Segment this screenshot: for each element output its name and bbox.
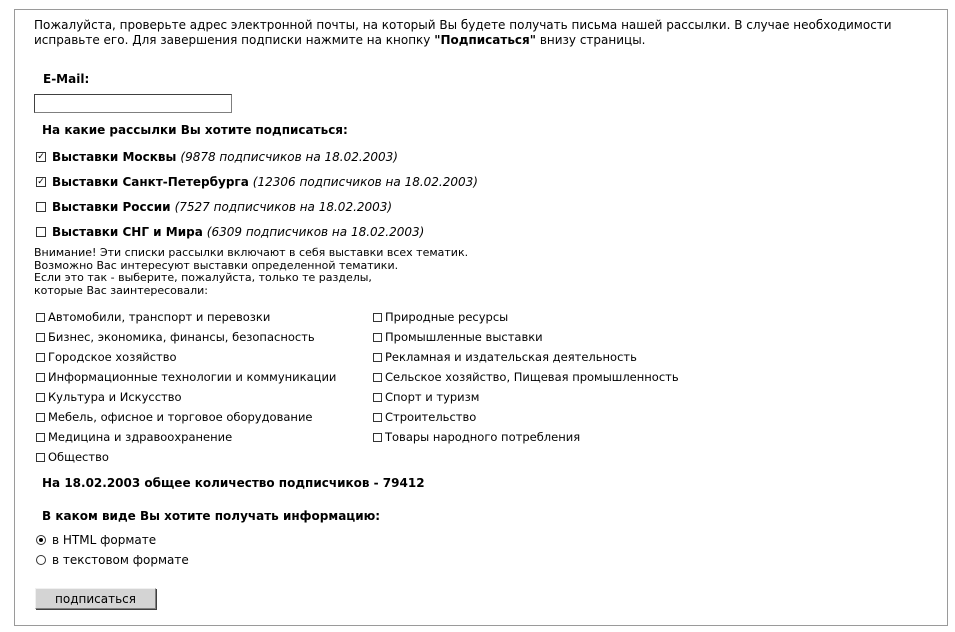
topic-item[interactable]: Промышленные выставки [373,330,543,344]
topic-item[interactable]: Медицина и здравоохранение [36,430,232,444]
checkbox-icon[interactable] [36,333,45,342]
checkbox-icon[interactable] [373,373,382,382]
intro-button-reference: "Подписаться" [434,33,536,47]
checkbox-icon[interactable] [36,393,45,402]
checkbox-icon[interactable] [36,227,46,237]
checkbox-icon[interactable] [36,353,45,362]
checkbox-checked-icon[interactable]: ✓ [37,151,45,162]
topic-item[interactable]: Товары народного потребления [373,430,580,444]
checkbox-icon[interactable] [373,413,382,422]
checkbox-icon[interactable] [373,333,382,342]
format-option-text[interactable]: в текстовом формате [36,553,189,567]
topic-item[interactable]: Рекламная и издательская деятельность [373,350,637,364]
topic-item[interactable]: Строительство [373,410,476,424]
intro-text: Пожалуйста, проверьте адрес электронной почты, на который Вы будете получать письма нашей рассылки. В случае необходимости исправьте его. Для завершения подписки нажмите на кнопку "Подписаться" внизу страницы. [34,18,892,47]
checkbox-icon[interactable] [36,313,45,322]
subscription-panel [14,9,948,626]
checkbox-icon[interactable] [36,453,45,462]
checkbox-icon[interactable] [36,373,45,382]
checkbox-icon[interactable] [36,413,45,422]
email-label: E-Mail: [43,72,90,86]
list-item-cis-world[interactable]: Выставки СНГ и Мира (6309 подписчиков на 18.02.2003) [36,225,424,239]
topic-item[interactable]: Информационные технологии и коммуникации [36,370,336,384]
topic-item[interactable]: Природные ресурсы [373,310,508,324]
checkbox-icon[interactable] [373,313,382,322]
subscribe-button[interactable]: подписаться [35,588,156,609]
checkbox-icon[interactable] [373,433,382,442]
topic-item[interactable]: Городское хозяйство [36,350,177,364]
topic-item[interactable]: Общество [36,450,109,464]
list-item-spb[interactable]: ✓ Выставки Санкт-Петербурга (12306 подписчиков на 18.02.2003) [37,175,478,189]
format-option-html[interactable]: в HTML формате [36,533,156,547]
topic-item[interactable]: Автомобили, транспорт и перевозки [36,310,270,324]
email-input[interactable] [34,94,232,113]
topic-item[interactable]: Спорт и туризм [373,390,479,404]
radio-selected-icon[interactable] [36,535,46,545]
format-title: В каком виде Вы хотите получать информацию: [42,509,381,523]
checkbox-icon[interactable] [36,433,45,442]
topic-item[interactable]: Сельское хозяйство, Пищевая промышленность [373,370,679,384]
list-item-russia[interactable]: Выставки России (7527 подписчиков на 18.02.2003) [36,200,392,214]
checkbox-icon[interactable] [36,202,46,212]
radio-icon[interactable] [36,555,46,565]
notice-text: Внимание! Эти списки рассылки включают в себя выставки всех тематик. Возможно Вас интересуют выставки определенной тематики. Если это так - выберите, пожалуйста, только те разделы, которые Вас заинтересовали: [34,246,469,297]
list-item-moscow[interactable]: ✓ Выставки Москвы (9878 подписчиков на 18.02.2003) [37,150,398,164]
topic-item[interactable]: Бизнес, экономика, финансы, безопасность [36,330,315,344]
total-subscribers: На 18.02.2003 общее количество подписчиков - 79412 [42,476,425,490]
lists-title: На какие рассылки Вы хотите подписаться: [42,123,348,137]
checkbox-icon[interactable] [373,353,382,362]
checkbox-icon[interactable] [373,393,382,402]
topic-item[interactable]: Культура и Искусство [36,390,182,404]
checkbox-checked-icon[interactable]: ✓ [37,176,45,187]
topic-item[interactable]: Мебель, офисное и торговое оборудование [36,410,313,424]
